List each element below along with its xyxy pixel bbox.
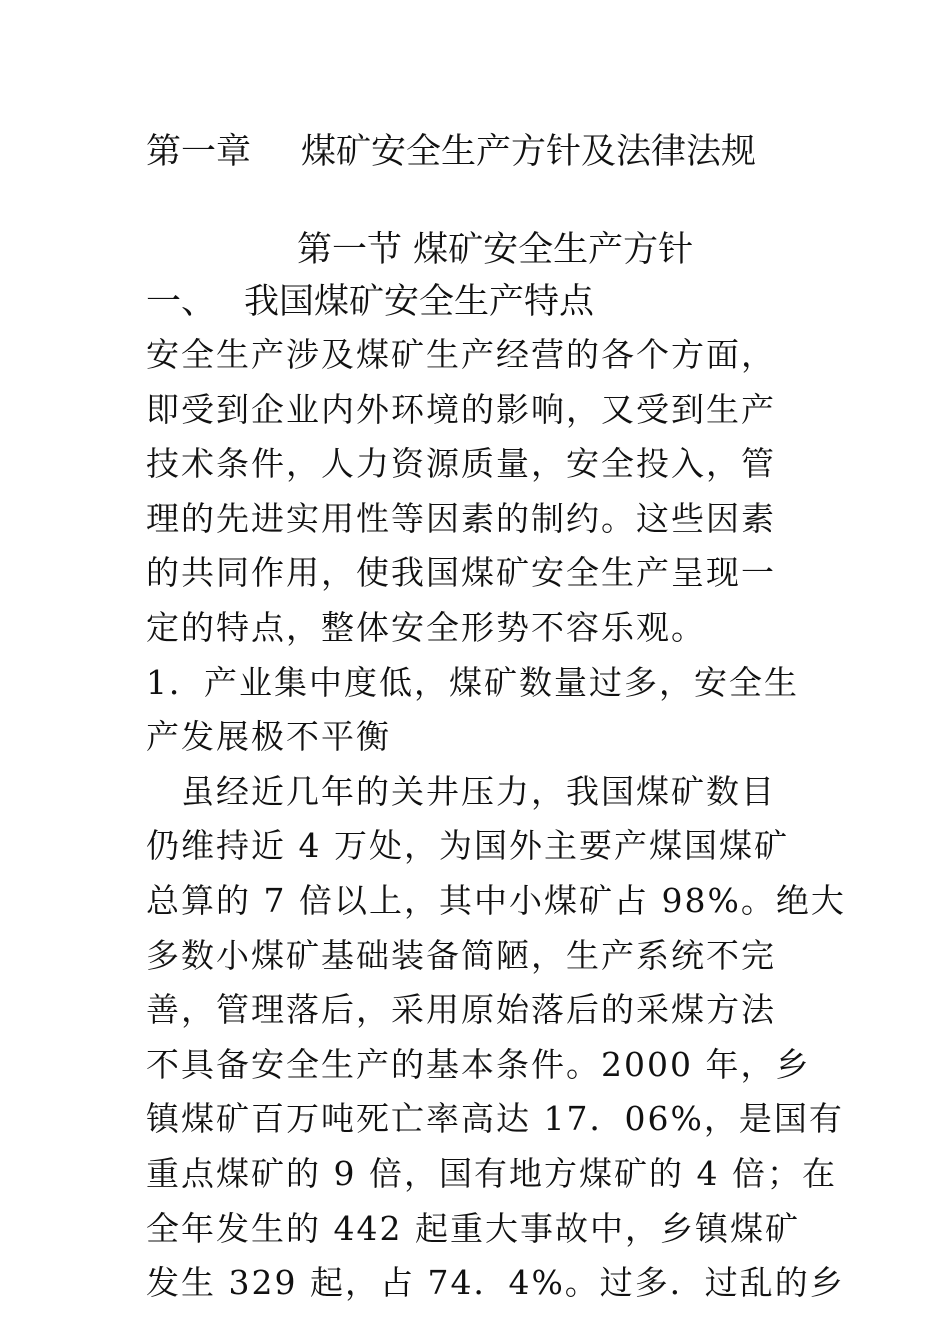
chapter-number: 第一章 bbox=[146, 132, 252, 172]
text-line: 即受到企业内外环境的影响，又受到生产 bbox=[146, 389, 776, 429]
subsection-title: 我国煤矿安全生产特点 bbox=[244, 282, 595, 322]
subsection-heading bbox=[146, 278, 594, 326]
text-line: 重点煤矿的 9 倍，国有地方煤矿的 4 倍；在 bbox=[146, 1153, 837, 1193]
text-line: 产发展极不平衡 bbox=[146, 717, 391, 757]
text-line: 技术条件，人力资源质量，安全投入，管 bbox=[146, 444, 776, 484]
text-line: 不具备安全生产的基本条件。2000 年，乡 bbox=[146, 1044, 811, 1084]
text-line: 镇煤矿百万吨死亡率高达 17．06%，是国有 bbox=[146, 1099, 844, 1139]
text-line: 总算的 7 倍以上，其中小煤矿占 98%。绝大 bbox=[146, 880, 846, 920]
section-heading: 第一节 煤矿安全生产方针 bbox=[297, 230, 694, 270]
chapter-title: 煤矿安全生产方针及法律法规 bbox=[301, 132, 757, 172]
subsection-number: 一、 bbox=[146, 282, 217, 322]
body-text bbox=[146, 328, 846, 1311]
text-line: 多数小煤矿基础装备简陋，生产系统不完 bbox=[146, 935, 776, 975]
text-line: 仍维持近 4 万处，为国外主要产煤国煤矿 bbox=[146, 826, 789, 866]
text-line: 发生 329 起，占 74．4%。过多．过乱的乡 bbox=[146, 1263, 845, 1303]
text-line: 1．产业集中度低，煤矿数量过多，安全生 bbox=[146, 662, 799, 702]
text-line: 虽经近几年的关井压力，我国煤矿数目 bbox=[146, 771, 776, 811]
text-line: 安全生产涉及煤矿生产经营的各个方面， bbox=[146, 335, 776, 374]
text-line: 理的先进实用性等因素的制约。这些因素 bbox=[146, 498, 776, 538]
text-line: 的共同作用，使我国煤矿安全生产呈现一 bbox=[146, 553, 776, 593]
text-line: 全年发生的 442 起重大事故中，乡镇煤矿 bbox=[146, 1208, 800, 1248]
text-line: 定的特点，整体安全形势不容乐观。 bbox=[146, 607, 706, 647]
chapter-heading bbox=[146, 128, 846, 176]
text-line: 善，管理落后，采用原始落后的采煤方法 bbox=[146, 990, 776, 1030]
